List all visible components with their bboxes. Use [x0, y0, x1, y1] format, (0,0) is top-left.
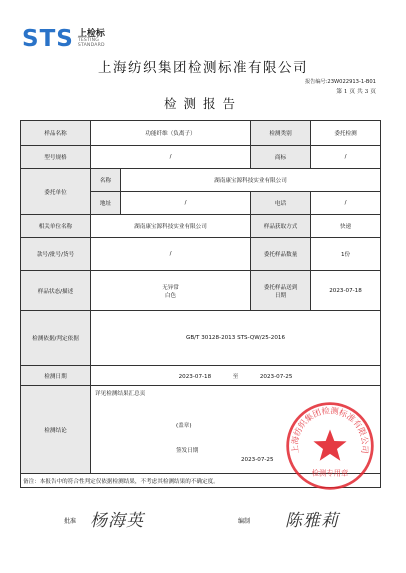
sampling-method: 快递: [311, 215, 381, 238]
address-label: 地址: [91, 192, 121, 215]
test-date-end: 2023-07-25: [259, 373, 293, 380]
brand-label: 商标: [251, 146, 311, 169]
arrival-label-2: 日期: [274, 292, 287, 299]
table-row: [21, 238, 381, 271]
company-name: 上海纺织集团检测标准有限公司: [98, 60, 308, 76]
seal-label: (盖章): [176, 423, 192, 429]
logo-mark: STS: [22, 26, 74, 52]
test-date-to: 至: [232, 373, 239, 380]
batch-label: 款号/批号/货号: [21, 238, 91, 271]
table-row: [21, 311, 381, 366]
sample-name-label: 样品名称: [21, 121, 91, 146]
model: /: [91, 146, 251, 169]
editor-signature: 陈雅莉: [285, 511, 339, 531]
table-row: [21, 215, 381, 238]
table-row: [21, 121, 381, 146]
status-label: 样品状态/描述: [21, 271, 91, 311]
conclusion-label: 检测结论: [21, 386, 91, 474]
table-row: [21, 366, 381, 386]
test-date-label: 检测日期: [21, 366, 91, 386]
phone-label: 电话: [251, 192, 311, 215]
approver-signature: 杨海英: [90, 511, 144, 531]
batch: /: [91, 238, 251, 271]
test-type-label: 检测类别: [251, 121, 311, 146]
logo-text: [78, 30, 105, 48]
table-row: [21, 271, 381, 311]
status-line-2: 白色: [164, 292, 177, 299]
sampling-label: 样品获取方式: [251, 215, 311, 238]
arrival-date: 2023-07-18: [311, 271, 381, 311]
brand: /: [311, 146, 381, 169]
phone: /: [311, 192, 381, 215]
logo-cn: 上检标: [77, 28, 105, 39]
address: /: [121, 192, 251, 215]
logo-en-1: TESTING: [77, 37, 100, 43]
test-type: 委托检测: [311, 121, 381, 146]
issue-date: 2023-07-25: [241, 457, 274, 463]
basis-label: 检测依据/判定依据: [21, 311, 91, 366]
test-date-range: [91, 366, 381, 386]
related-label: 相关单位名称: [21, 215, 91, 238]
status-line-1: 无异常: [162, 284, 179, 291]
report-number: 报告编号:23W022913-1-B01: [304, 79, 376, 85]
table-row: [21, 146, 381, 169]
arrival-label: [251, 271, 311, 311]
test-basis: GB/T 30128-2013 STS-QW/25-2016: [91, 311, 381, 366]
remark-note: 备注：本报告中的符合性判定仅依据检测结果，不考虑其检测结果的不确定度。: [21, 474, 381, 488]
approver-label: 批准: [64, 518, 77, 525]
table-row: [21, 169, 381, 192]
test-date-start: 2023-07-18: [178, 373, 212, 380]
quantity-label: 委托样品数量: [251, 238, 311, 271]
client-name: 湖南康宝源科技实业有限公司: [121, 169, 381, 192]
sample-status: [91, 271, 251, 311]
seal-center-text: 检测专用章: [311, 468, 349, 478]
report-title: 检测报告: [163, 96, 242, 111]
seal-ring-text: 上海纺织集团检测标准有限公司: [289, 405, 371, 455]
page-number: 第 1 页 共 3 页: [336, 89, 376, 95]
conclusion-text: 详见检测结果汇总页: [95, 391, 146, 397]
seal-star-icon: [313, 429, 346, 460]
editor-label: 编制: [238, 518, 251, 525]
client-name-label: 名称: [91, 169, 121, 192]
model-label: 型号规格: [21, 146, 91, 169]
company-logo: [22, 26, 105, 52]
issue-date-label: 签发日期: [176, 448, 199, 454]
arrival-label-1: 委托样品送到: [263, 284, 298, 291]
quantity: 1份: [311, 238, 381, 271]
client-label: 委托单位: [21, 169, 91, 215]
logo-en-2: STANDARD: [77, 42, 105, 48]
related-unit: 湖南康宝源科技实业有限公司: [91, 215, 251, 238]
sample-name: 功能纤维（负离子）: [91, 121, 251, 146]
official-seal: [284, 400, 376, 492]
